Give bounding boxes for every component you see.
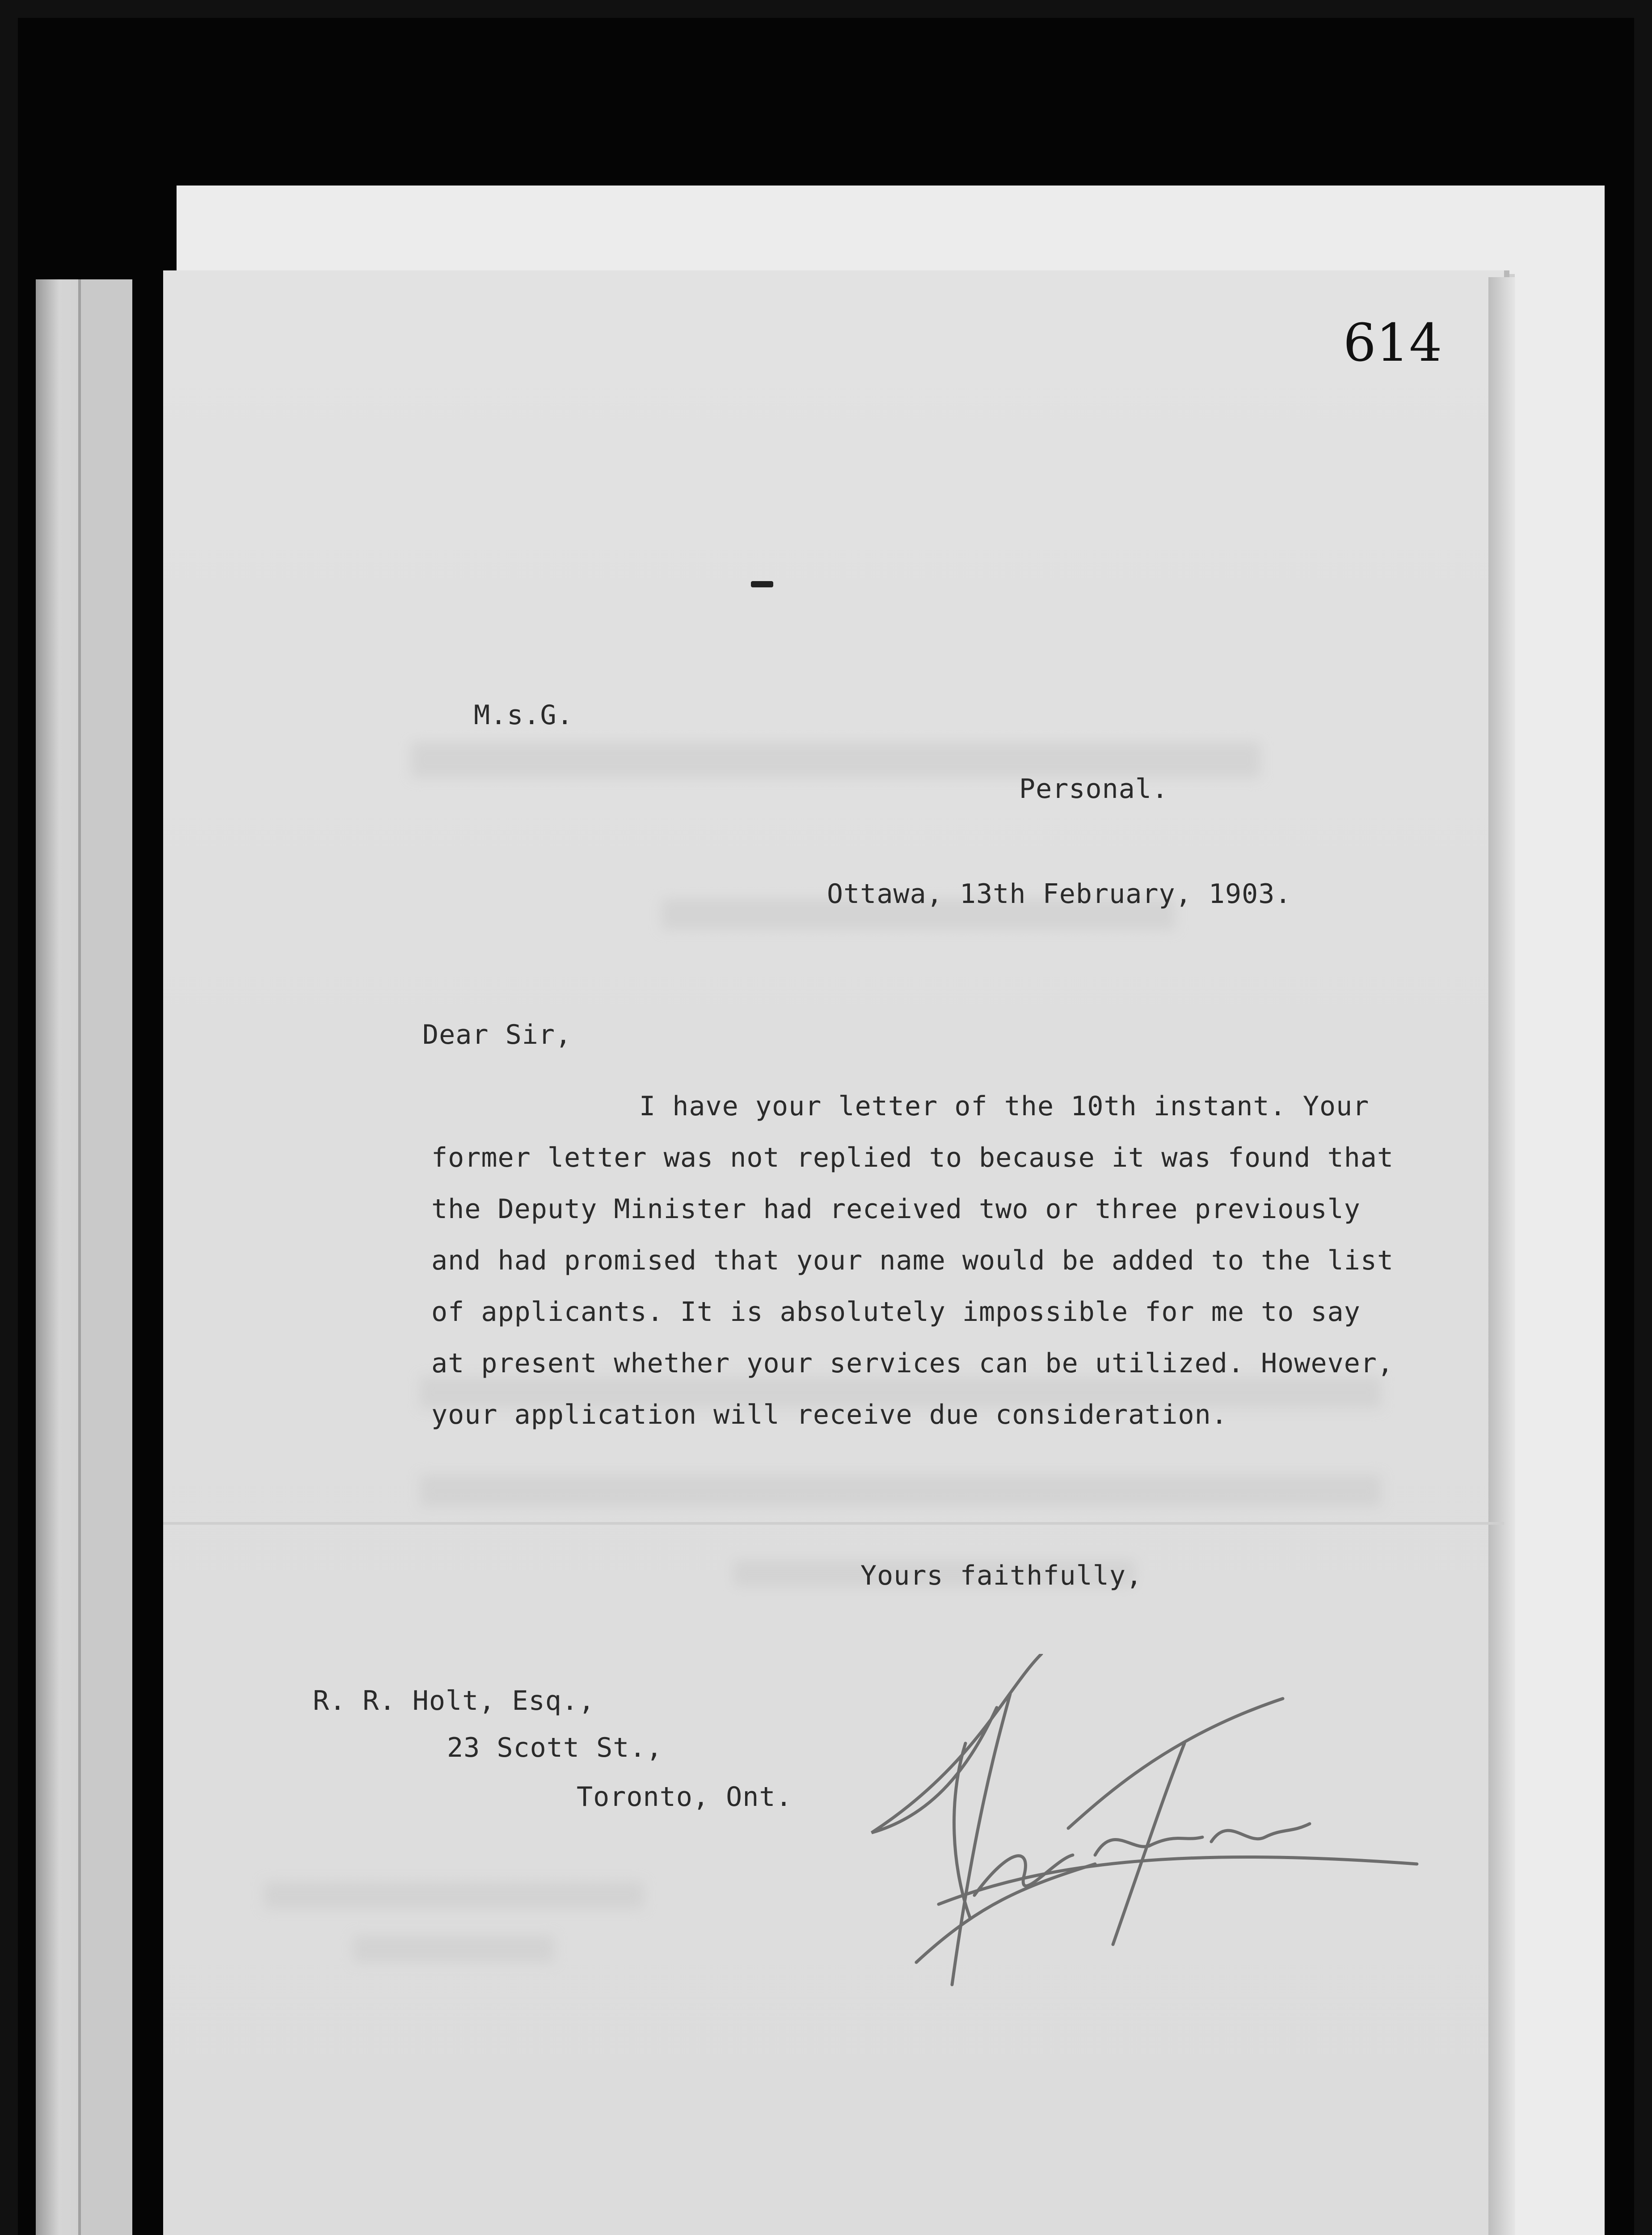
addressee-street: 23 Scott St., bbox=[447, 1732, 663, 1763]
right-page-edge bbox=[1488, 277, 1515, 2235]
addressee-city: Toronto, Ont. bbox=[577, 1781, 792, 1813]
personal-marking: Personal. bbox=[1019, 773, 1169, 805]
bleed-through-text bbox=[264, 1882, 644, 1909]
bleed-through-text bbox=[353, 1936, 554, 1962]
bleed-through-text bbox=[420, 1475, 1381, 1506]
dateline: Ottawa, 13th February, 1903. bbox=[827, 878, 1292, 910]
body-line: your application will receive due consideration. bbox=[431, 1399, 1228, 1430]
body-line: the Deputy Minister had received two or three previously bbox=[431, 1193, 1361, 1225]
bleed-through-text bbox=[411, 742, 1260, 778]
body-line: at present whether your services can be utilized. However, bbox=[431, 1348, 1394, 1379]
initials: M.s.G. bbox=[474, 700, 573, 731]
body-line: former letter was not replied to because it was found that bbox=[431, 1142, 1394, 1173]
handwritten-signature bbox=[863, 1654, 1430, 1994]
closing: Yours faithfully, bbox=[860, 1560, 1143, 1591]
ink-mark bbox=[751, 581, 773, 587]
body-line: I have your letter of the 10th instant. Your bbox=[639, 1091, 1370, 1122]
left-page-edge-inner bbox=[78, 279, 132, 2235]
body-line: of applicants. It is absolutely impossible for me to say bbox=[431, 1296, 1361, 1328]
salutation: Dear Sir, bbox=[422, 1019, 572, 1050]
addressee-name: R. R. Holt, Esq., bbox=[313, 1685, 595, 1716]
body-line: and had promised that your name would be added to the list bbox=[431, 1245, 1394, 1276]
page-number: 614 bbox=[1343, 313, 1442, 373]
fold-line bbox=[163, 1522, 1504, 1525]
